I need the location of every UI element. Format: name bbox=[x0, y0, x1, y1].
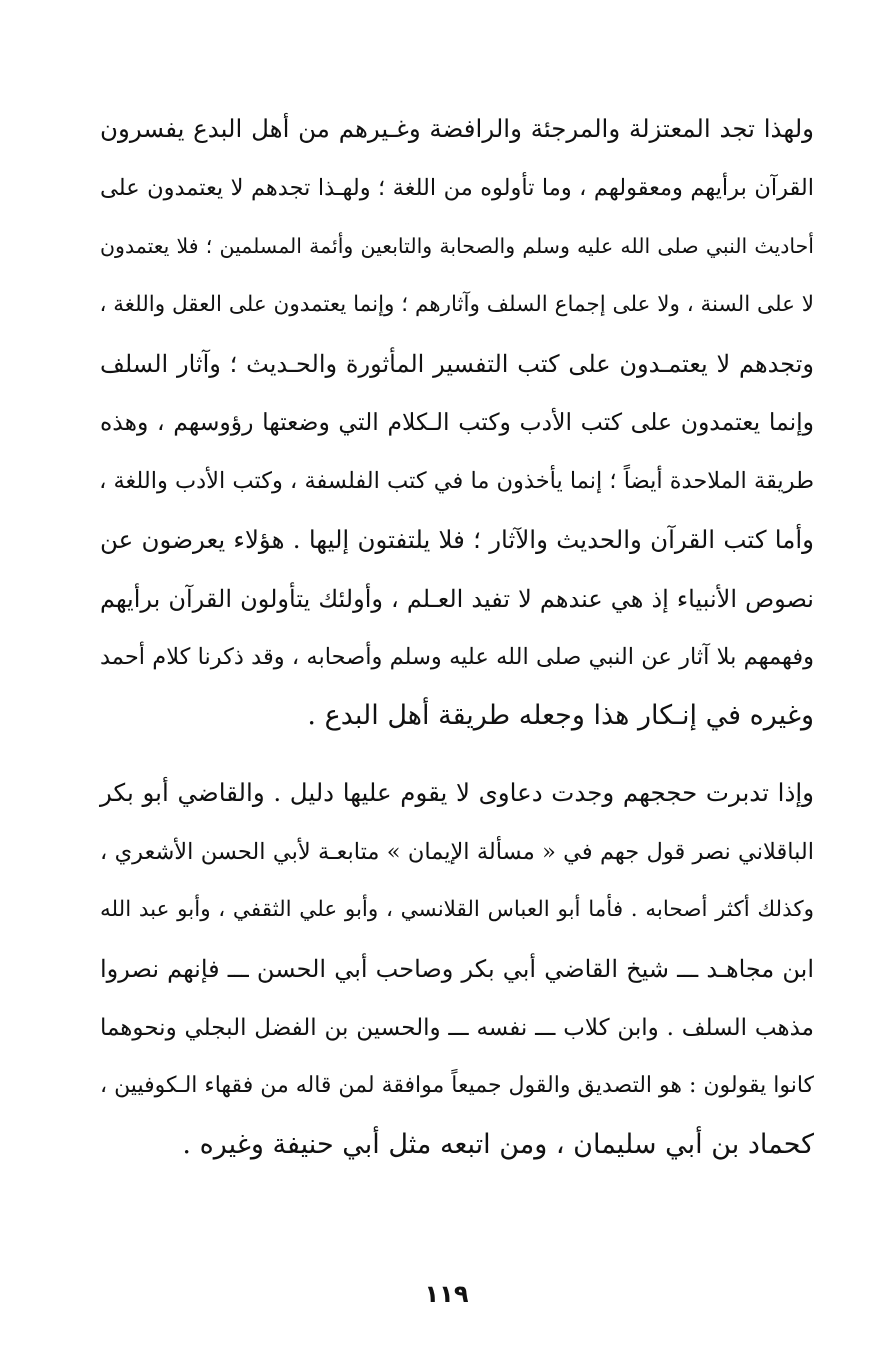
text-line: وتجدهم لا يعتمـدون على كتب التفسير المأثورة والحـديث ؛ وآثار السلف bbox=[100, 349, 814, 378]
text-line: وإنما يعتمدون على كتب الأدب وكتب الـكلام التي وضعتها رؤوسهم ، وهذه bbox=[100, 408, 814, 437]
text-line: كحماد بن أبي سليمان ، ومن اتبعه مثل أبي حنيفة وغيره . bbox=[182, 1129, 814, 1161]
text-line: أحاديث النبي صلى الله عليه وسلم والصحابة والتابعين وأئمة المسلمين ؛ فلا يعتمدون bbox=[100, 234, 814, 259]
text-line: القرآن برأيهم ومعقولهم ، وما تأولوه من اللغة ؛ ولهـذا تجدهم لا يعتمدون على bbox=[100, 174, 814, 201]
text-line: لا على السنة ، ولا على إجماع السلف وآثارهم ؛ وإنما يعتمدون على العقل واللغة ، bbox=[99, 292, 814, 318]
text-line: نصوص الأنبياء إذ هي عندهم لا تفيد العـلم ، وأولئك يتأولون القرآن برأيهم bbox=[100, 584, 814, 613]
text-line: وأما كتب القرآن والحديث والآثار ؛ فلا يلتفتون إليها . هؤلاء يعرضون عن bbox=[100, 524, 814, 554]
page-number: ١١٩ bbox=[424, 1280, 469, 1308]
text-line: الباقلاني نصر قول جهم في « مسألة الإيمان » متابعـة لأبي الحسن الأشعري ، bbox=[100, 838, 814, 865]
paragraph-1 bbox=[100, 100, 814, 746]
text-line: وكذلك أكثر أصحابه . فأما أبو العباس القلانسي ، وأبو علي الثقفي ، وأبو عبد الله bbox=[100, 897, 814, 923]
text-line: كانوا يقولون : هو التصديق والقول جميعاً موافقة لمن قاله من فقهاء الـكوفيين ، bbox=[99, 1073, 814, 1099]
text-line: ابن مجاهـد ـــ شيخ القاضي أبي بكر وصاحب أبي الحسن ـــ فإنهم نصروا bbox=[100, 955, 814, 984]
paragraph-2 bbox=[100, 764, 814, 1175]
text-line: وإذا تدبرت حججهم وجدت دعاوى لا يقوم عليها دليل . والقاضي أبو بكر bbox=[100, 778, 814, 807]
text-line: وفهمهم بلا آثار عن النبي صلى الله عليه وسلم وأصحابه ، وقد ذكرنا كلام أحمد bbox=[100, 644, 814, 671]
text-line: وغيره في إنـكار هذا وجعله طريقة أهل البدع . bbox=[307, 699, 814, 731]
text-line: طريقة الملاحدة أيضاً ؛ إنما يأخذون ما في كتب الفلسفة ، وكتب الأدب واللغة ، bbox=[99, 468, 814, 495]
text-line: ولهذا تجد المعتزلة والمرجئة والرافضة وغـيرهم من أهل البدع يفسرون bbox=[100, 114, 814, 143]
text-line: مذهب السلف . وابن كلاب ـــ نفسه ـــ والحسين بن الفضل البجلي ونحوهما bbox=[100, 1014, 814, 1041]
